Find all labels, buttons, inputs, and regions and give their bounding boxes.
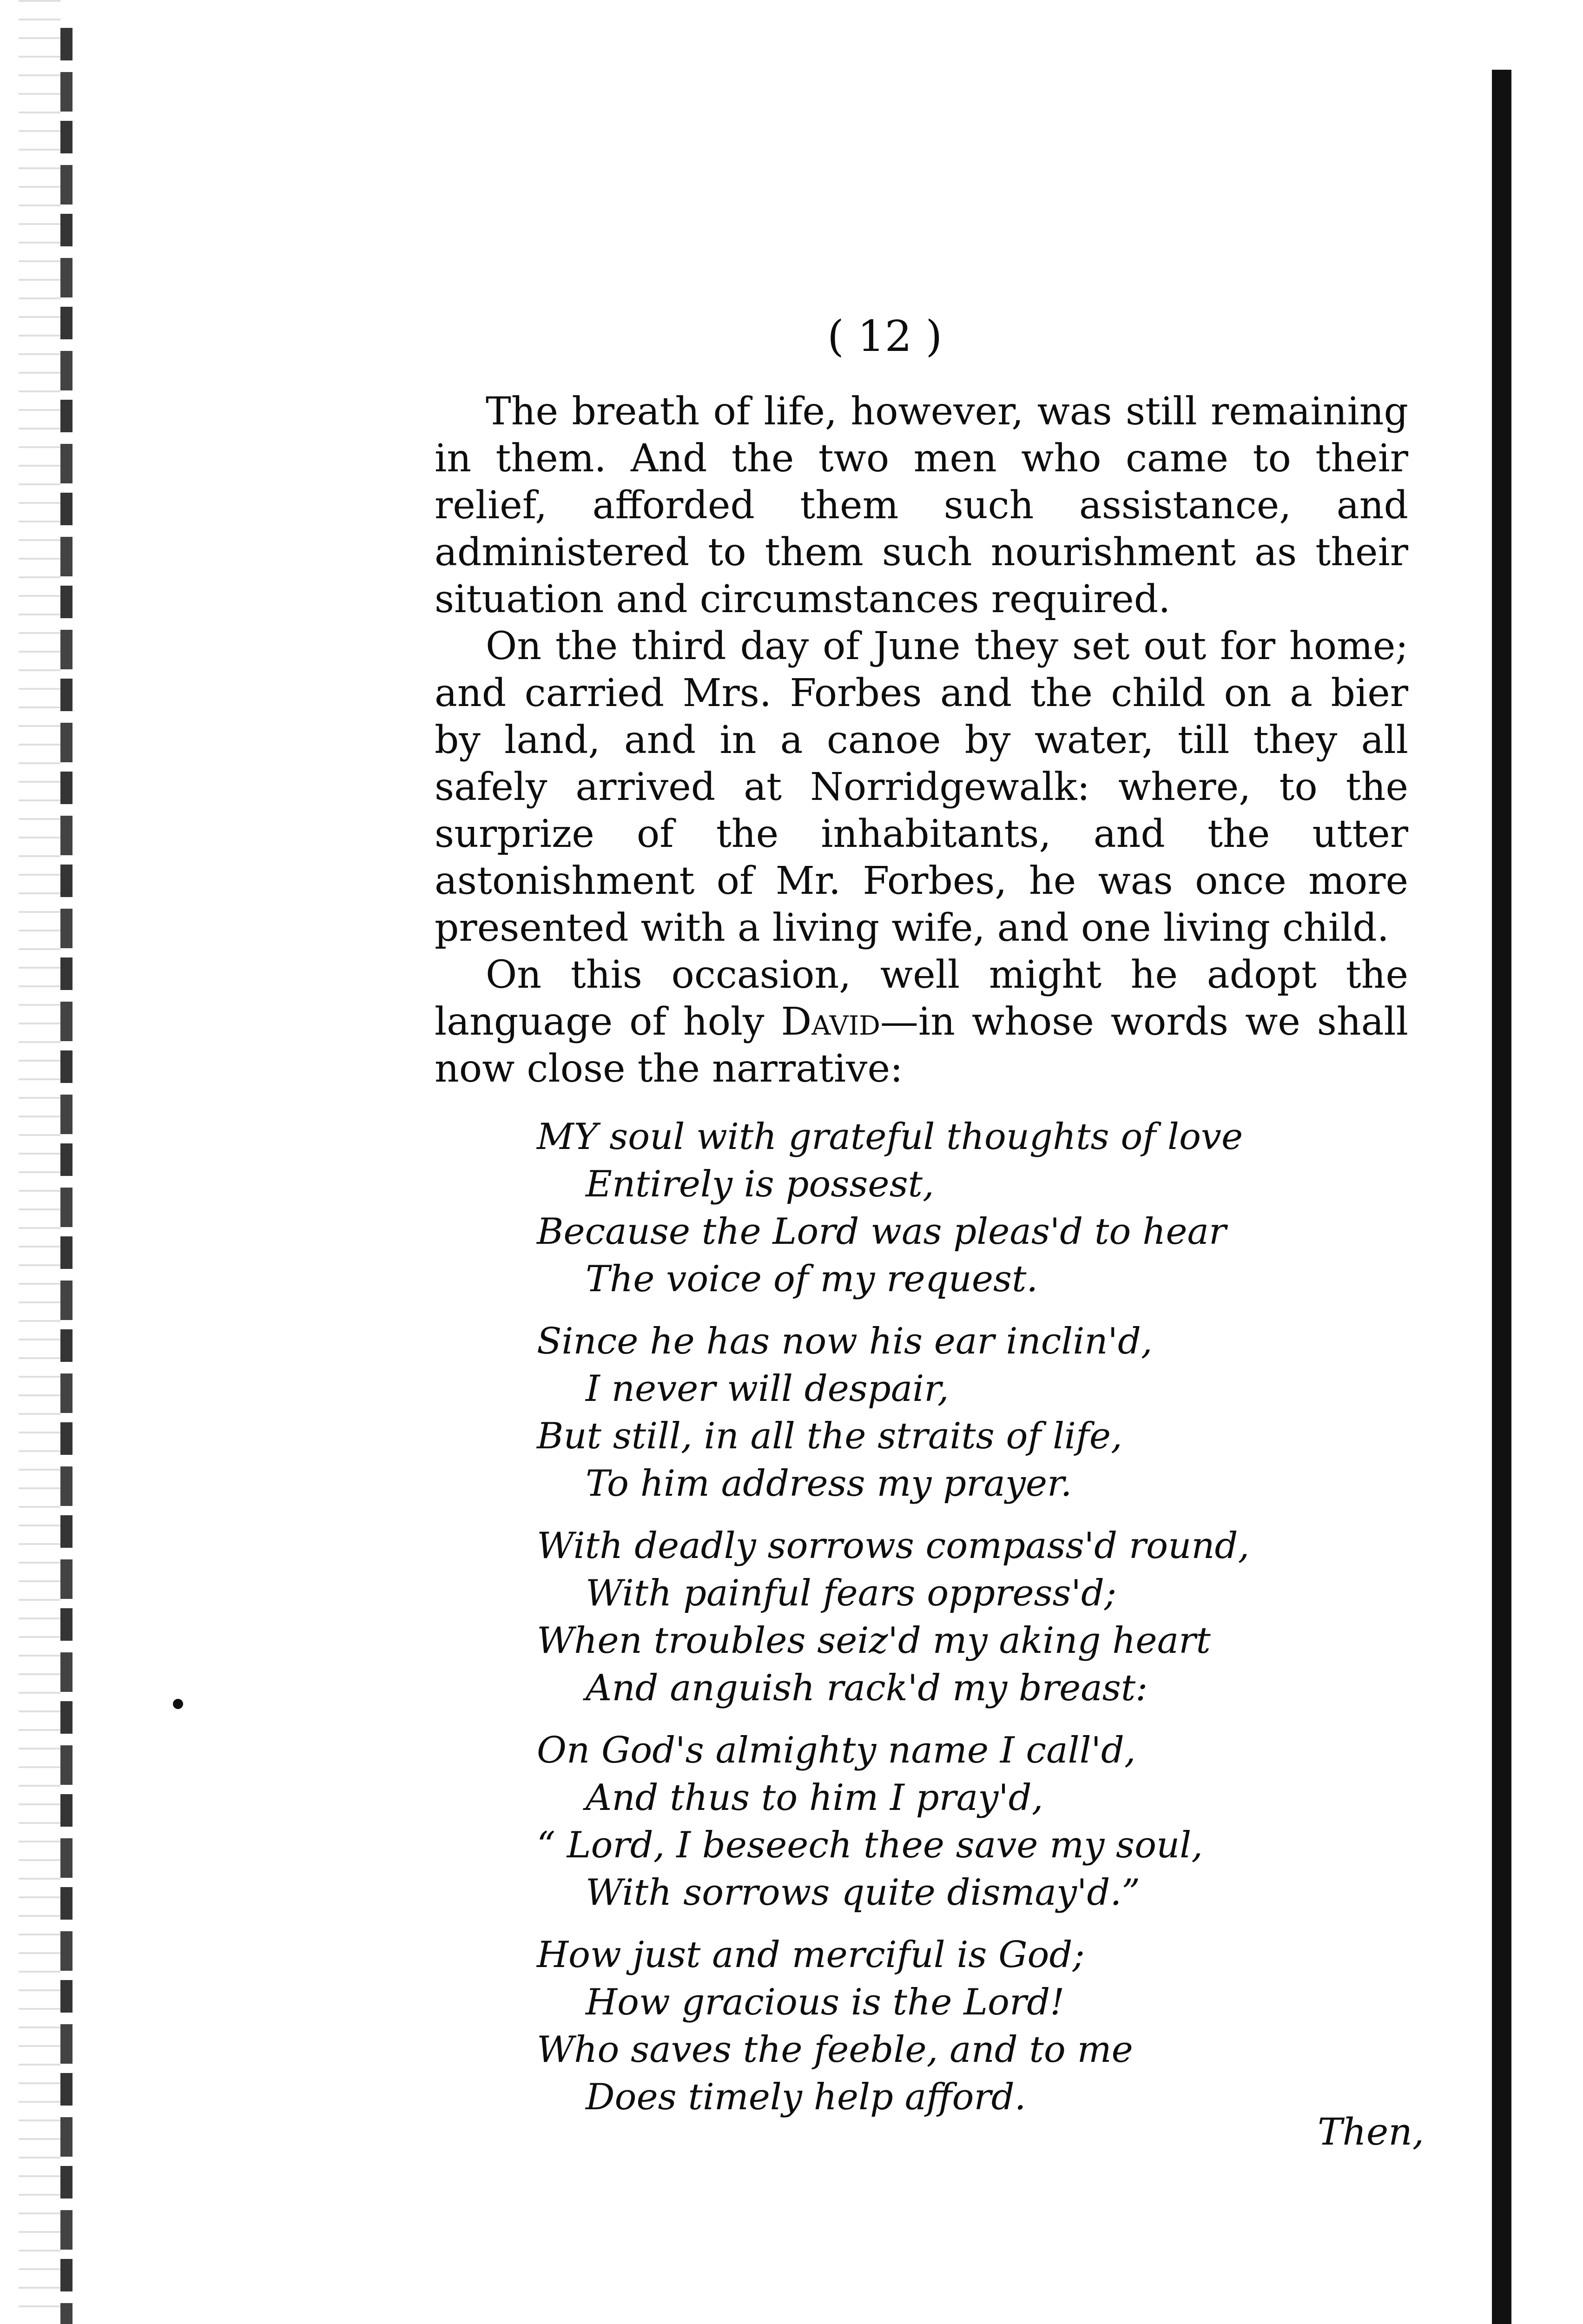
verse-line: Because the Lord was pleas'd to hear bbox=[537, 1211, 1227, 1253]
verse-line: On God's almighty name I call'd, bbox=[537, 1730, 1136, 1771]
verse-line: With painful fears oppress'd; bbox=[586, 1572, 1117, 1614]
scan-left-edge bbox=[60, 28, 73, 2324]
paragraph: The breath of life, however, was still remaining in them. And the two men who came to their relief, afforded them such assistance, and administered to them such nourishment as their situation and circumstances required. bbox=[435, 390, 1408, 621]
stanza bbox=[537, 1318, 1420, 1507]
verse-line: But still, in all the straits of life, bbox=[537, 1415, 1122, 1457]
paragraph-text: On this occasion, well might he adopt the language of holy bbox=[435, 953, 1408, 1044]
psalm-verse bbox=[537, 1113, 1420, 2136]
stanza bbox=[537, 1113, 1420, 1303]
ink-spot bbox=[173, 1699, 183, 1709]
verse-line: And thus to him I pray'd, bbox=[586, 1777, 1043, 1819]
verse-line: When troubles seiz'd my aking heart bbox=[537, 1620, 1211, 1662]
verse-line: With sorrows quite dismay'd.” bbox=[586, 1872, 1141, 1914]
stanza bbox=[537, 1727, 1420, 1916]
scan-left-margin-noise bbox=[19, 0, 60, 2324]
verse-line: How just and merciful is God; bbox=[537, 1934, 1085, 1976]
verse-line: With deadly sorrows compass'd round, bbox=[537, 1525, 1250, 1567]
verse-line: MY soul with grateful thoughts of love bbox=[537, 1116, 1243, 1158]
verse-line: Since he has now his ear inclin'd, bbox=[537, 1320, 1153, 1362]
verse-line: And anguish rack'd my breast: bbox=[586, 1667, 1148, 1709]
stanza bbox=[537, 1522, 1420, 1712]
narrative-text bbox=[435, 388, 1408, 1092]
verse-line: Does timely help afford. bbox=[586, 2076, 1026, 2118]
paragraph bbox=[435, 951, 1408, 1092]
verse-line: How gracious is the Lord! bbox=[586, 1981, 1065, 2023]
paragraph-text: —in whose words we shall now close the narrative: bbox=[435, 1000, 1408, 1091]
stanza bbox=[537, 1931, 1420, 2121]
verse-line: To him address my prayer. bbox=[586, 1463, 1072, 1505]
verse-line: I never will despair, bbox=[586, 1368, 949, 1410]
catchword: Then, bbox=[1318, 2110, 1425, 2153]
verse-line: “ Lord, I beseech thee save my soul, bbox=[537, 1824, 1203, 1866]
paragraph: On the third day of June they set out for home; and carried Mrs. Forbes and the child on a bier by land, and in a canoe by water, till they all safely arrived at Norridgewalk: where, to the surprize of the inhabitants, and the utter astonishment of Mr. Forbes, he was once more presented with a living wife, and one living child. bbox=[435, 624, 1408, 950]
verse-line: The voice of my request. bbox=[586, 1258, 1038, 1300]
page-number: ( 12 ) bbox=[827, 311, 943, 361]
verse-line: Who saves the feeble, and to me bbox=[537, 2029, 1133, 2071]
scan-right-edge bbox=[1492, 70, 1511, 2324]
name-david: David bbox=[781, 1000, 880, 1044]
verse-line: Entirely is possest, bbox=[586, 1163, 934, 1205]
